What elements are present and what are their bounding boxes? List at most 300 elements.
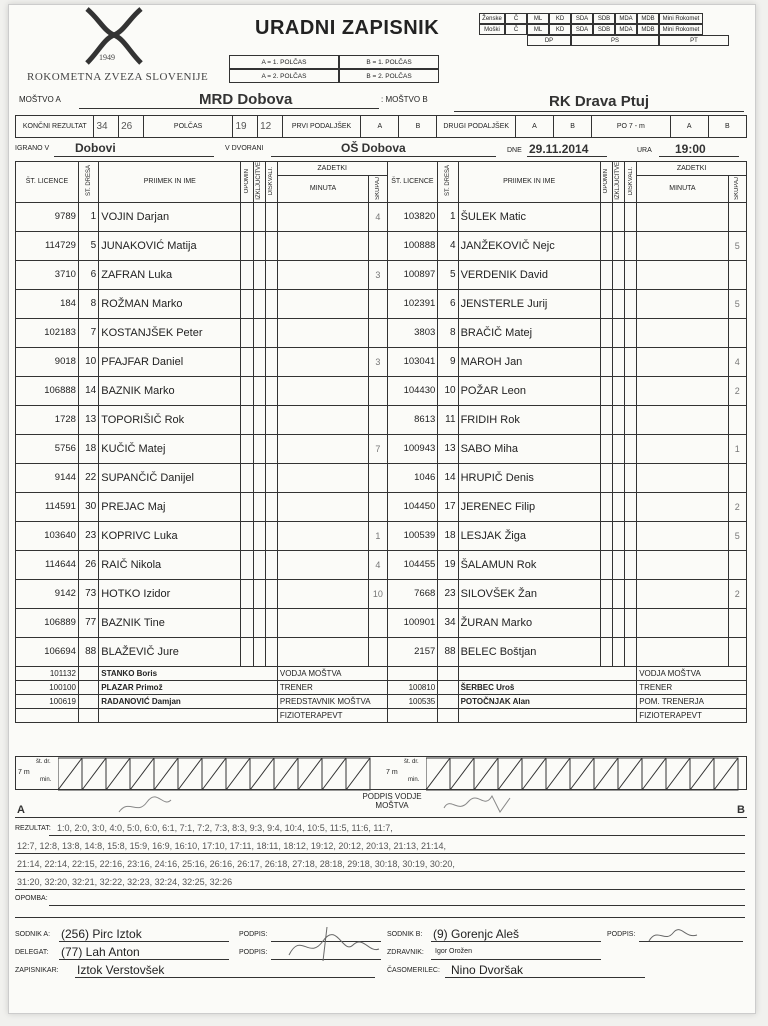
half-a1-box bbox=[229, 55, 339, 69]
player-a-goals bbox=[369, 376, 387, 405]
official-row bbox=[16, 694, 747, 708]
sevens-diagonal bbox=[642, 758, 666, 790]
player-b-jersey: 88 bbox=[438, 637, 458, 666]
player-b-name: SABO Miha bbox=[458, 434, 600, 463]
player-a-jersey: 23 bbox=[78, 521, 98, 550]
table-row bbox=[16, 260, 747, 289]
official-role-mid: PREDSTAVNIK MOŠTVA bbox=[277, 694, 387, 708]
player-a-goals bbox=[369, 463, 387, 492]
player-b-jersey: 4 bbox=[438, 231, 458, 260]
sevens-dr-a: št. dr. bbox=[36, 759, 51, 765]
player-a-excl bbox=[253, 202, 265, 231]
player-a-jersey: 30 bbox=[78, 492, 98, 521]
sevens-diagonal bbox=[618, 758, 642, 790]
player-a-disq bbox=[265, 463, 277, 492]
player-a-name: TOPORIŠIČ Rok bbox=[99, 405, 241, 434]
player-a-licence: 3710 bbox=[16, 260, 79, 289]
sevens-min-b: min. bbox=[408, 777, 420, 783]
sevens-label-a: 7 m bbox=[18, 769, 30, 776]
col-disq-a-label: DISKVALI. bbox=[268, 166, 275, 195]
player-a-licence: 5756 bbox=[16, 434, 79, 463]
half-b1-box bbox=[339, 55, 439, 69]
player-a-jersey: 10 bbox=[78, 347, 98, 376]
player-b-minutes bbox=[637, 579, 728, 608]
player-a-excl bbox=[253, 463, 265, 492]
player-a-warn bbox=[241, 492, 253, 521]
player-b-warn bbox=[600, 405, 612, 434]
official-a-spacer bbox=[78, 708, 98, 722]
player-b-minutes bbox=[637, 463, 728, 492]
official-a-licence: 100100 bbox=[16, 680, 79, 694]
player-a-goals: 4 bbox=[369, 550, 387, 579]
player-b-warn bbox=[600, 608, 612, 637]
player-b-excl bbox=[612, 608, 624, 637]
player-b-jersey: 13 bbox=[438, 434, 458, 463]
player-b-warn bbox=[600, 434, 612, 463]
player-a-disq bbox=[265, 434, 277, 463]
category-grid bbox=[479, 13, 729, 46]
half-b1-label: B = 1. POLČAS bbox=[366, 58, 412, 66]
player-a-excl bbox=[253, 550, 265, 579]
sevens-grid-a bbox=[58, 757, 378, 791]
player-b-minutes bbox=[637, 637, 728, 666]
player-a-disq bbox=[265, 202, 277, 231]
player-a-disq bbox=[265, 637, 277, 666]
player-b-disq bbox=[625, 347, 637, 376]
player-a-jersey: 1 bbox=[78, 202, 98, 231]
sevens-diagonal bbox=[594, 758, 618, 790]
player-a-warn bbox=[241, 579, 253, 608]
remarks-label: OPOMBA: bbox=[15, 895, 48, 902]
player-a-excl bbox=[253, 579, 265, 608]
table-row bbox=[16, 608, 747, 637]
player-b-jersey: 8 bbox=[438, 318, 458, 347]
scorer-name: Iztok Verstovšek bbox=[77, 963, 165, 977]
player-a-jersey: 77 bbox=[78, 608, 98, 637]
player-a-minutes bbox=[277, 550, 368, 579]
player-b-licence: 104430 bbox=[387, 376, 438, 405]
player-a-goals: 10 bbox=[369, 579, 387, 608]
player-a-warn bbox=[241, 521, 253, 550]
player-a-licence: 106694 bbox=[16, 637, 79, 666]
official-role-b: POM. TRENERJA bbox=[637, 694, 747, 708]
player-a-disq bbox=[265, 231, 277, 260]
delegate-label: DELEGAT: bbox=[15, 949, 49, 956]
player-b-name: FRIDIH Rok bbox=[458, 405, 600, 434]
sevens-diagonal bbox=[714, 758, 738, 790]
player-b-warn bbox=[600, 463, 612, 492]
category-cell: SDA bbox=[571, 24, 593, 35]
player-b-goals: 4 bbox=[728, 347, 746, 376]
player-a-name: HOTKO Izidor bbox=[99, 579, 241, 608]
col-warn-b-label: OPOMIN bbox=[603, 168, 610, 194]
player-a-disq bbox=[265, 550, 277, 579]
player-a-warn bbox=[241, 550, 253, 579]
col-minute-b: MINUTA bbox=[637, 176, 728, 202]
player-b-licence: 103041 bbox=[387, 347, 438, 376]
delegate-signature-icon bbox=[283, 925, 383, 963]
player-a-warn bbox=[241, 463, 253, 492]
table-row bbox=[16, 637, 747, 666]
federation-name: ROKOMETNA ZVEZA SLOVENIJE bbox=[27, 71, 209, 83]
player-a-minutes bbox=[277, 492, 368, 521]
player-b-licence: 100901 bbox=[387, 608, 438, 637]
col-licence-a: ŠT. LICENCE bbox=[16, 162, 79, 203]
official-b-licence: 100810 bbox=[387, 680, 438, 694]
col-total-b bbox=[728, 176, 746, 202]
official-a-licence bbox=[16, 708, 79, 722]
player-a-licence: 114591 bbox=[16, 492, 79, 521]
category-cell: ML bbox=[527, 13, 549, 24]
player-b-minutes bbox=[637, 260, 728, 289]
table-row bbox=[16, 492, 747, 521]
player-b-name: ŠULEK Matic bbox=[458, 202, 600, 231]
player-a-name: JUNAKOVIĆ Matija bbox=[99, 231, 241, 260]
player-a-minutes bbox=[277, 463, 368, 492]
player-a-goals bbox=[369, 289, 387, 318]
player-a-excl bbox=[253, 637, 265, 666]
result-table bbox=[15, 115, 747, 138]
col-disq-b-label: DISKVALI. bbox=[627, 166, 634, 195]
player-a-name: KUČIČ Matej bbox=[99, 434, 241, 463]
player-a-goals: 3 bbox=[369, 347, 387, 376]
player-a-disq bbox=[265, 608, 277, 637]
table-row bbox=[16, 550, 747, 579]
player-b-excl bbox=[612, 376, 624, 405]
signature-row bbox=[15, 790, 747, 818]
player-b-minutes bbox=[637, 405, 728, 434]
official-b-name bbox=[458, 666, 637, 680]
player-a-goals: 1 bbox=[369, 521, 387, 550]
half-label: POLČAS bbox=[143, 116, 233, 138]
player-b-jersey: 11 bbox=[438, 405, 458, 434]
player-b-disq bbox=[625, 318, 637, 347]
competition-cell: DP bbox=[527, 35, 571, 46]
player-b-minutes bbox=[637, 492, 728, 521]
player-a-name: PREJAC Maj bbox=[99, 492, 241, 521]
col-name-a: PRIIMEK IN IME bbox=[99, 162, 241, 203]
match-date: 29.11.2014 bbox=[529, 142, 589, 156]
col-excl-b-label: IZKLJUČITVE bbox=[615, 162, 622, 200]
venue-hall: OŠ Dobova bbox=[341, 141, 406, 155]
final-b: 26 bbox=[119, 116, 144, 138]
player-a-warn bbox=[241, 637, 253, 666]
player-a-minutes bbox=[277, 260, 368, 289]
et1-b: B bbox=[399, 116, 437, 138]
category-cell: KD bbox=[549, 24, 571, 35]
et2-a: A bbox=[515, 116, 553, 138]
player-a-warn bbox=[241, 347, 253, 376]
player-b-goals bbox=[728, 260, 746, 289]
col-jersey-a-label: ŠT. DRESA bbox=[85, 165, 92, 197]
player-a-jersey: 26 bbox=[78, 550, 98, 579]
official-b-spacer bbox=[438, 708, 458, 722]
player-a-warn bbox=[241, 289, 253, 318]
delegate-name: (77) Lah Anton bbox=[61, 945, 140, 959]
half-b2-box bbox=[339, 69, 439, 83]
player-a-licence: 114729 bbox=[16, 231, 79, 260]
player-b-name: BRAČIČ Matej bbox=[458, 318, 600, 347]
table-row bbox=[16, 318, 747, 347]
category-cell: Moški bbox=[479, 24, 505, 35]
ref-b-signature-icon bbox=[645, 925, 705, 945]
player-a-minutes bbox=[277, 608, 368, 637]
scorer-label: ZAPISNIKAR: bbox=[15, 967, 59, 974]
table-row bbox=[16, 579, 747, 608]
player-b-warn bbox=[600, 376, 612, 405]
player-a-disq bbox=[265, 260, 277, 289]
document-title: URADNI ZAPISNIK bbox=[255, 17, 440, 39]
player-b-licence: 100888 bbox=[387, 231, 438, 260]
et2-label: DRUGI PODALJŠEK bbox=[437, 116, 515, 138]
player-a-minutes bbox=[277, 434, 368, 463]
final-a: 34 bbox=[94, 116, 119, 138]
player-b-warn bbox=[600, 202, 612, 231]
player-b-warn bbox=[600, 347, 612, 376]
player-a-warn bbox=[241, 608, 253, 637]
player-a-licence: 102183 bbox=[16, 318, 79, 347]
player-a-minutes bbox=[277, 318, 368, 347]
player-b-warn bbox=[600, 550, 612, 579]
player-a-name: BAZNIK Marko bbox=[99, 376, 241, 405]
player-a-jersey: 88 bbox=[78, 637, 98, 666]
player-a-licence: 114644 bbox=[16, 550, 79, 579]
col-total-a-label: SKUPAJ bbox=[374, 176, 381, 200]
player-a-licence: 1728 bbox=[16, 405, 79, 434]
col-goals-a: ZADETKI bbox=[277, 162, 387, 176]
table-row bbox=[16, 405, 747, 434]
official-b-spacer bbox=[438, 666, 458, 680]
half-b2-label: B = 2. POLČAS bbox=[366, 72, 412, 80]
player-b-licence: 100897 bbox=[387, 260, 438, 289]
sevens-dr-b: št. dr. bbox=[404, 759, 419, 765]
official-b-name: ŠERBEC Uroš bbox=[458, 680, 637, 694]
player-b-jersey: 10 bbox=[438, 376, 458, 405]
player-a-name: ZAFRAN Luka bbox=[99, 260, 241, 289]
player-b-disq bbox=[625, 260, 637, 289]
player-a-jersey: 7 bbox=[78, 318, 98, 347]
player-b-excl bbox=[612, 318, 624, 347]
official-role-b: FIZIOTERAPEVT bbox=[637, 708, 747, 722]
category-cell: MDB bbox=[637, 13, 659, 24]
player-b-excl bbox=[612, 347, 624, 376]
player-a-goals bbox=[369, 608, 387, 637]
player-a-disq bbox=[265, 289, 277, 318]
sevens-diagonal bbox=[58, 758, 82, 790]
player-b-name: ŽURAN Marko bbox=[458, 608, 600, 637]
player-b-disq bbox=[625, 550, 637, 579]
official-b-name bbox=[458, 708, 637, 722]
team-b-label: : MOŠTVO B bbox=[381, 95, 428, 104]
player-b-name: MAROH Jan bbox=[458, 347, 600, 376]
player-b-licence: 100943 bbox=[387, 434, 438, 463]
player-a-name: KOSTANJŠEK Peter bbox=[99, 318, 241, 347]
sevens-min-a: min. bbox=[40, 777, 52, 783]
player-b-excl bbox=[612, 434, 624, 463]
player-b-minutes bbox=[637, 550, 728, 579]
official-b-spacer bbox=[438, 694, 458, 708]
player-a-jersey: 14 bbox=[78, 376, 98, 405]
player-a-warn bbox=[241, 260, 253, 289]
player-b-licence: 7668 bbox=[387, 579, 438, 608]
col-jersey-b-label: ŠT. DRESA bbox=[444, 165, 451, 197]
table-row bbox=[16, 376, 747, 405]
category-row-competition bbox=[479, 35, 729, 46]
player-b-disq bbox=[625, 492, 637, 521]
category-cell: MDA bbox=[615, 13, 637, 24]
category-cell: KD bbox=[549, 13, 571, 24]
doctor-name: Igor Orožen bbox=[435, 948, 472, 955]
running-score-line-2: 12:7, 12:8, 13:8, 14:8, 15:8, 15:9, 16:9, 16:10, 17:10, 17:11, 18:11, 18:12, 19:12, 20:12, 20:13, 21:13, 21:14, bbox=[17, 841, 447, 851]
official-a-name bbox=[99, 708, 278, 722]
player-a-name: BLAŽEVIČ Jure bbox=[99, 637, 241, 666]
player-b-minutes bbox=[637, 608, 728, 637]
running-score-line-3: 21:14, 22:14, 22:15, 22:16, 23:16, 24:16, 25:16, 26:16, 26:17, 26:18, 27:18, 28:18, 29:18, 30:18, 30:19, 30:20, bbox=[17, 859, 455, 869]
player-a-excl bbox=[253, 347, 265, 376]
player-b-disq bbox=[625, 405, 637, 434]
player-b-jersey: 5 bbox=[438, 260, 458, 289]
player-b-disq bbox=[625, 289, 637, 318]
player-a-minutes bbox=[277, 202, 368, 231]
player-a-excl bbox=[253, 318, 265, 347]
official-a-name: RADANOVIĆ Damjan bbox=[99, 694, 278, 708]
player-a-minutes bbox=[277, 289, 368, 318]
player-b-licence: 104450 bbox=[387, 492, 438, 521]
player-a-licence: 9142 bbox=[16, 579, 79, 608]
pen-b: B bbox=[708, 116, 746, 138]
sevens-diagonal bbox=[202, 758, 226, 790]
sevens-diagonal bbox=[690, 758, 714, 790]
ref-b-label: SODNIK B: bbox=[387, 931, 423, 938]
player-a-name: ROŽMAN Marko bbox=[99, 289, 241, 318]
category-cell: ML bbox=[527, 24, 549, 35]
player-b-warn bbox=[600, 289, 612, 318]
player-a-disq bbox=[265, 579, 277, 608]
player-b-excl bbox=[612, 289, 624, 318]
played-label: IGRANO V bbox=[15, 145, 50, 152]
col-licence-b: ŠT. LICENCE bbox=[387, 162, 438, 203]
table-row bbox=[16, 289, 747, 318]
player-a-warn bbox=[241, 405, 253, 434]
player-a-warn bbox=[241, 231, 253, 260]
player-b-excl bbox=[612, 492, 624, 521]
sign-ref-a-label: PODPIS: bbox=[239, 931, 268, 938]
category-cell: SDB bbox=[593, 13, 615, 24]
player-b-licence: 102391 bbox=[387, 289, 438, 318]
ref-a-label: SODNIK A: bbox=[15, 931, 51, 938]
player-b-name: ŠALAMUN Rok bbox=[458, 550, 600, 579]
player-b-goals: 5 bbox=[728, 289, 746, 318]
col-excl-a bbox=[253, 162, 265, 203]
signature-b-scribble-icon bbox=[440, 792, 520, 816]
sevens-diagonal bbox=[450, 758, 474, 790]
player-a-jersey: 73 bbox=[78, 579, 98, 608]
player-a-jersey: 22 bbox=[78, 463, 98, 492]
player-a-licence: 9789 bbox=[16, 202, 79, 231]
sevens-diagonal bbox=[346, 758, 370, 790]
sevens-diagonal bbox=[178, 758, 202, 790]
signature-label: PODPIS VODJE MOŠTVA bbox=[362, 792, 422, 810]
player-b-minutes bbox=[637, 231, 728, 260]
official-a-spacer bbox=[78, 694, 98, 708]
player-b-minutes bbox=[637, 434, 728, 463]
player-b-minutes bbox=[637, 347, 728, 376]
team-a-name: MRD Dobova bbox=[199, 91, 293, 108]
player-a-licence: 106888 bbox=[16, 376, 79, 405]
half-a1-label: A = 1. POLČAS bbox=[261, 58, 307, 66]
col-total-a bbox=[369, 176, 387, 202]
running-score-label: REZULTAT: bbox=[15, 825, 51, 832]
official-role-b: VODJA MOŠTVA bbox=[637, 666, 747, 680]
official-row bbox=[16, 680, 747, 694]
score-sheet bbox=[8, 4, 756, 1014]
player-b-goals: 5 bbox=[728, 521, 746, 550]
official-role-b: TRENER bbox=[637, 680, 747, 694]
col-disq-a bbox=[265, 162, 277, 203]
half-a: 19 bbox=[233, 116, 258, 138]
federation-year: 1949 bbox=[99, 53, 115, 62]
category-cell: Č bbox=[505, 13, 527, 24]
table-row bbox=[16, 231, 747, 260]
player-a-minutes bbox=[277, 231, 368, 260]
player-b-jersey: 6 bbox=[438, 289, 458, 318]
player-b-name: VERDENIK David bbox=[458, 260, 600, 289]
player-b-goals bbox=[728, 318, 746, 347]
official-role-mid: TRENER bbox=[277, 680, 387, 694]
official-a-name: PLAZAR Primož bbox=[99, 680, 278, 694]
player-b-excl bbox=[612, 521, 624, 550]
player-b-excl bbox=[612, 405, 624, 434]
player-b-licence: 3803 bbox=[387, 318, 438, 347]
player-a-minutes bbox=[277, 637, 368, 666]
table-row bbox=[16, 347, 747, 376]
official-a-name: STANKO Boris bbox=[99, 666, 278, 680]
player-b-disq bbox=[625, 608, 637, 637]
player-b-warn bbox=[600, 637, 612, 666]
player-b-goals: 5 bbox=[728, 231, 746, 260]
sevens-diagonal bbox=[570, 758, 594, 790]
category-cell: Ženske bbox=[479, 13, 505, 24]
player-b-excl bbox=[612, 463, 624, 492]
player-b-disq bbox=[625, 202, 637, 231]
player-b-minutes bbox=[637, 289, 728, 318]
col-warn-a bbox=[241, 162, 253, 203]
player-b-minutes bbox=[637, 376, 728, 405]
player-a-licence: 184 bbox=[16, 289, 79, 318]
category-cell: MDB bbox=[637, 24, 659, 35]
half-a2-label: A = 2. POLČAS bbox=[261, 72, 307, 80]
player-a-name: VOJIN Darjan bbox=[99, 202, 241, 231]
player-b-licence: 8613 bbox=[387, 405, 438, 434]
player-a-disq bbox=[265, 347, 277, 376]
half-a2-box bbox=[229, 69, 339, 83]
col-name-b: PRIIMEK IN IME bbox=[458, 162, 600, 203]
hall-label: V DVORANI bbox=[225, 145, 264, 152]
player-b-minutes bbox=[637, 202, 728, 231]
signature-b-label: B bbox=[737, 804, 745, 816]
player-b-name: JANŽEKOVIČ Nejc bbox=[458, 231, 600, 260]
et2-b: B bbox=[554, 116, 592, 138]
competition-cell: PT bbox=[659, 35, 729, 46]
player-a-jersey: 5 bbox=[78, 231, 98, 260]
player-a-jersey: 13 bbox=[78, 405, 98, 434]
col-warn-b bbox=[600, 162, 612, 203]
player-b-disq bbox=[625, 463, 637, 492]
sevens-diagonal bbox=[106, 758, 130, 790]
match-time: 19:00 bbox=[675, 142, 706, 156]
player-a-goals bbox=[369, 405, 387, 434]
player-b-name: SILOVŠEK Žan bbox=[458, 579, 600, 608]
